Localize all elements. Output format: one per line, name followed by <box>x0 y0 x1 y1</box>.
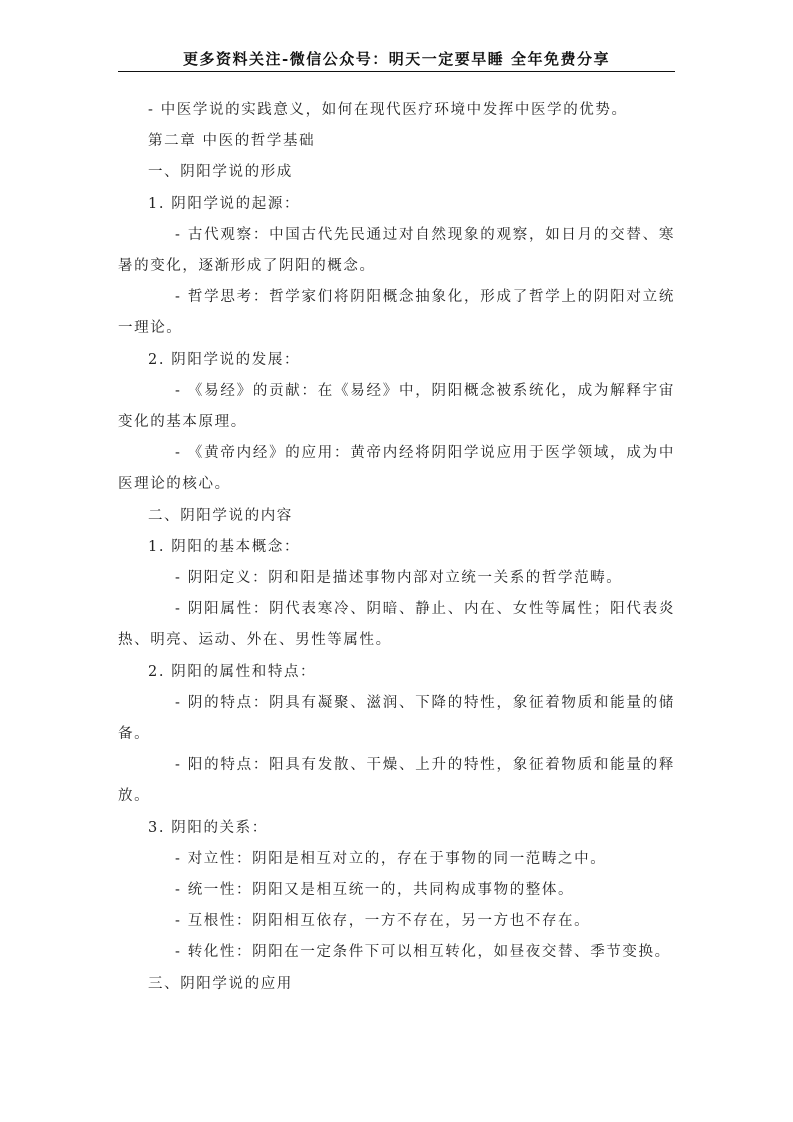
paragraph: - 《黄帝内经》的应用：黄帝内经将阴阳学说应用于医学领域，成为中医理论的核心。 <box>118 445 675 493</box>
paragraph: 2. 阴阳的属性和特点： <box>148 663 317 680</box>
paragraph: - 哲学思考：哲学家们将阴阳概念抽象化，形成了哲学上的阴阳对立统一理论。 <box>118 289 675 337</box>
paragraph: 二、阴阳学说的内容 <box>148 507 293 524</box>
paragraph: - 中医学说的实践意义，如何在现代医疗环境中发挥中医学的优势。 <box>148 102 628 118</box>
paragraph: - 阳的特点：阳具有发散、干燥、上升的特性，象征着物质和能量的释放。 <box>118 757 675 805</box>
paragraph: - 古代观察：中国古代先民通过对自然现象的观察，如日月的交替、寒暑的变化，逐渐形成了阴阳的概念。 <box>118 226 675 275</box>
document-body <box>118 95 675 1000</box>
paragraph: - 统一性：阴阳又是相互统一的，共同构成事物的整体。 <box>175 882 575 899</box>
paragraph: - 转化性：阴阳在一定条件下可以相互转化，如昼夜交替、季节变换。 <box>175 944 671 961</box>
paragraph: - 《易经》的贡献：在《易经》中，阴阳概念被系统化，成为解释宇宙变化的基本原理。 <box>118 382 675 431</box>
paragraph: 一、阴阳学说的形成 <box>148 164 293 181</box>
paragraph: 2. 阴阳学说的发展： <box>148 351 301 368</box>
page-header: 更多资料关注-微信公众号：明天一定要早睡 全年免费分享 <box>183 50 610 68</box>
paragraph: - 互根性：阴阳相互依存，一方不存在，另一方也不存在。 <box>175 913 591 930</box>
paragraph: - 阴的特点：阴具有凝聚、滋润、下降的特性，象征着物质和能量的储备。 <box>118 694 675 743</box>
paragraph: 第二章 中医的哲学基础 <box>148 133 316 150</box>
paragraph: 1. 阴阳的基本概念： <box>148 538 301 555</box>
paragraph: - 阴阳定义：阴和阳是描述事物内部对立统一关系的哲学范畴。 <box>175 570 623 587</box>
paragraph: 三、阴阳学说的应用 <box>148 975 293 992</box>
header-divider <box>118 71 675 72</box>
paragraph: - 对立性：阴阳是相互对立的，存在于事物的同一范畴之中。 <box>175 850 607 867</box>
paragraph: - 阴阳属性：阴代表寒冷、阴暗、静止、内在、女性等属性；阳代表炎热、明亮、运动、外在、男性等属性。 <box>118 601 675 649</box>
paragraph: 1. 阴阳学说的起源： <box>148 195 301 212</box>
paragraph: 3. 阴阳的关系： <box>148 819 268 836</box>
